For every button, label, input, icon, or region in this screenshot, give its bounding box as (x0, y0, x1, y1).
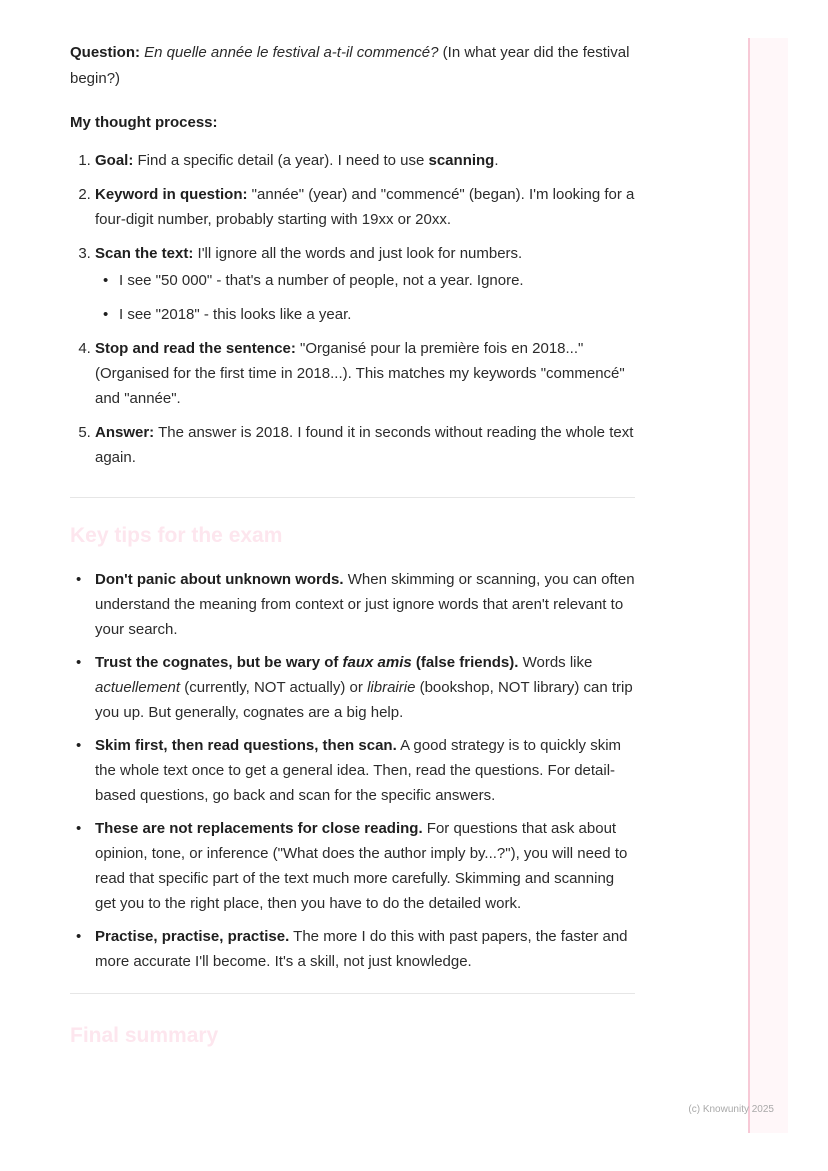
tip-title (95, 654, 518, 671)
copyright-footer: (c) Knowunity 2025 (688, 1104, 774, 1115)
list-item (70, 650, 635, 725)
tip-title: Skim first, then read questions, then scan. (95, 737, 397, 754)
list-item (95, 336, 635, 411)
step-text: The answer is 2018. I found it in seconds without reading the whole text again. (95, 424, 634, 466)
scan-bullets (95, 268, 635, 327)
tip-text: (bookshop, NOT library) can trip you up. But generally, cognates are a big help. (95, 679, 633, 721)
step-title: Keyword in question: (95, 186, 248, 203)
thought-process-heading: My thought process: (70, 114, 218, 131)
question-english: (In what year did the festival begin?) (70, 44, 630, 87)
thought-steps-list (70, 148, 635, 470)
step-title: Goal: (95, 152, 134, 169)
step-text: I'll ignore all the words and just look for numbers. (193, 245, 523, 262)
tip-title: Practise, practise, practise. (95, 928, 290, 945)
question-paragraph (70, 40, 635, 92)
section-divider (70, 993, 635, 994)
question-french: En quelle année le festival a-t-il commencé? (144, 44, 439, 61)
step-text: "Organisé pour la première fois en 2018..." (Organised for the first time in 2018...). This matches my keywords "commencé" and "année". (95, 340, 625, 407)
step-text: Find a specific detail (a year). I need to use (133, 152, 429, 169)
page-content (70, 40, 635, 1051)
step-title: Scan the text: (95, 245, 194, 262)
list-item (70, 924, 635, 974)
tip-text: When skimming or scanning, you can often understand the meaning from context or just ignore words that aren't relevant to your search. (95, 571, 635, 638)
section-divider (70, 497, 635, 498)
list-item (95, 420, 635, 470)
step-title: Stop and read the sentence: (95, 340, 296, 357)
tip-title-part: Trust the cognates, but be wary of (95, 654, 343, 671)
tip-text: A good strategy is to quickly skim the whole text once to get a general idea. Then, read the questions. For detail-based questions, go back and scan for the specific answers. (95, 737, 622, 804)
step-text-end: . (494, 152, 499, 169)
right-margin-rule (748, 38, 788, 1133)
tips-list (70, 567, 635, 974)
tips-heading: Key tips for the exam (70, 524, 283, 547)
step-text: "année" (year) and "commencé" (began). I'm looking for a four-digit number, probably starting with 19xx or 20xx. (95, 186, 635, 228)
tip-text: The more I do this with past papers, the faster and more accurate I'll become. It's a skill, not just knowledge. (95, 928, 628, 970)
question-label: Question: (70, 44, 140, 61)
step-strong: scanning (428, 152, 495, 169)
tip-em: librairie (367, 679, 416, 696)
list-item (70, 567, 635, 642)
tip-em: actuellement (95, 679, 181, 696)
tip-text: For questions that ask about opinion, tone, or inference ("What does the author imply by...?"), you will need to read that specific part of the text much more carefully. Skimming and scanning get you to the right place, then you have to do the detailed work. (95, 820, 628, 912)
tip-title-em: faux amis (342, 654, 412, 671)
tip-title: These are not replacements for close reading. (95, 820, 423, 837)
list-item: • I see "2018" - this looks like a year. (101, 302, 635, 327)
tip-title-part: (false friends). (411, 654, 519, 671)
tip-text: (currently, NOT actually) or (180, 679, 368, 696)
step-title: Answer: (95, 424, 155, 441)
tip-text: Words like (518, 654, 593, 671)
list-item (70, 816, 635, 916)
list-item (70, 733, 635, 808)
list-item: • I see "50 000" - that's a number of people, not a year. Ignore. (101, 268, 635, 293)
tip-title: Don't panic about unknown words. (95, 571, 344, 588)
list-item (95, 241, 635, 327)
list-item (95, 148, 635, 173)
summary-heading: Final summary (70, 1024, 219, 1047)
list-item (95, 182, 635, 232)
